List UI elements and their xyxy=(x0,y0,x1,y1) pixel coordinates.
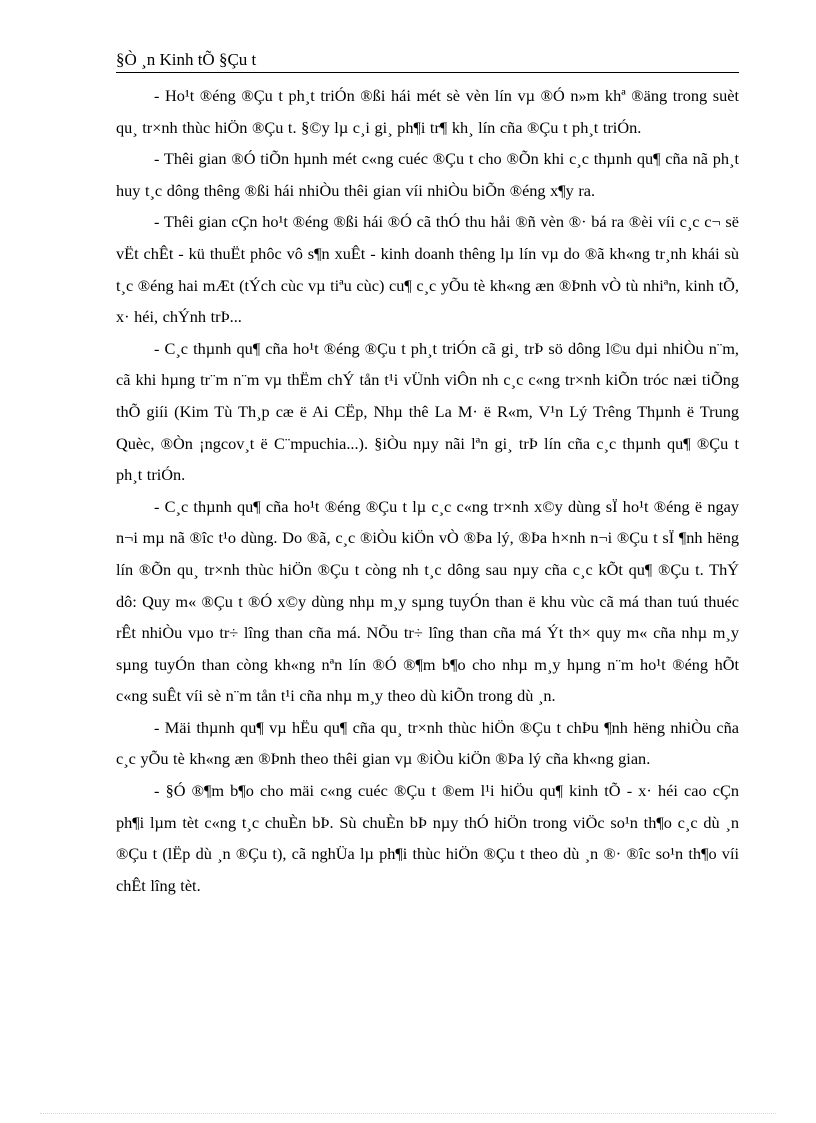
paragraph-unstable-factors: - Mäi thµnh qu¶ vµ hËu qu¶ cña qu¸ tr×nh thùc hiÖn ®Çu t chÞu ¶nh hëng nhiÒu cña c¸c yÕu tè kh«ng æn ®Þnh theo thêi gian vµ ®iÒu kiÖn ®Þa lý cña kh«ng gian. xyxy=(116,717,739,769)
paragraph-capital-immobilized: - Ho¹t ®éng ®Çu t ph¸t triÓn ®ßi hái mét sè vèn lín vµ ®Ó n»m khª ®äng trong suèt qu¸ tr×nh thùc hiÖn ®Çu t. §©y lµ c¸i gi¸ ph¶i tr¶ kh¸ lín cña ®Çu t ph¸t triÓn. xyxy=(116,86,739,137)
paragraph-project-preparation: - §Ó ®¶m b¶o cho mäi c«ng cuéc ®Çu t ®em l¹i hiÖu qu¶ kinh tÕ - x· héi cao cÇn ph¶i lµm tèt c«ng t¸c chuÈn bÞ. Sù chuÈn bÞ nµy thÓ hiÖn trong viÖc so¹n th¶o c¸c dù ¸n ®Çu t (lËp dù ¸n ®Çu t), cã nghÜa lµ ph¶i thùc hiÖn ®Çu t theo dù ¸n ®· ®îc so¹n th¶o víi chÊt lîng tèt. xyxy=(116,781,739,895)
running-header: §Ò ¸n Kinh tÕ §Çu t xyxy=(116,50,257,69)
paragraph-location-dependence: - C¸c thµnh qu¶ cña ho¹t ®éng ®Çu t lµ c¸c c«ng tr×nh x©y dùng sÏ ho¹t ®éng ë ngay n¬i mµ nã ®îc t¹o dùng. Do ®ã, c¸c ®iÒu kiÖn vÒ ®Þa lý, ®Þa h×nh n¬i ®Çu t sÏ ¶nh hëng lín ®Õn qu¸ tr×nh thùc hiÖn ®Çu t còng nh t¸c dông sau nµy cña c¸c kÕt qu¶ ®Çu t. ThÝ dô: Quy m« ®Çu t ®Ó x©y dùng nhµ m¸y sµng tuyÓn than ë khu vùc cã má than tuú thuéc rÊt nhiÒu vµo tr÷ lîng than cña má. NÕu tr÷ lîng than cña má Ýt th× quy m« cña nhµ m¸y sµng tuyÓn than còng kh«ng nªn lín ®Ó ®¶m b¶o cho nhµ m¸y hµng n¨m ho¹t ®éng hÕt c«ng suÊt víi sè n¨m tån t¹i cña nhµ m¸y theo dù kiÕn trong dù ¸n. xyxy=(116,496,739,706)
body-text xyxy=(116,80,739,901)
header-rule xyxy=(116,72,739,73)
paragraph-long-term-value: - C¸c thµnh qu¶ cña ho¹t ®éng ®Çu t ph¸t triÓn cã gi¸ trÞ sö dông l©u dµi nhiÒu n¨m, cã khi hµng tr¨m n¨m vµ thËm chÝ tån t¹i vÜnh viÔn nh c¸c c«ng tr×nh kiÕn tróc næi tiÕng thÕ giíi (Kim Tù Th¸p cæ ë Ai CËp, Nhµ thê La M· ë R«m, V¹n Lý Trêng Thµnh ë Trung Quèc, ®Òn ¡ngcov¸t ë C¨mpuchia...). §iÒu nµy nãi lªn gi¸ trÞ lín cña c¸c thµnh qu¶ ®Çu t ph¸t triÓn. xyxy=(116,338,739,485)
paragraph-payback-period: - Thêi gian cÇn ho¹t ®éng ®ßi hái ®Ó cã thÓ thu håi ®ñ vèn ®· bá ra ®èi víi c¸c c¬ së vËt chÊt - kü thuËt phôc vô s¶n xuÊt - kinh doanh thêng lµ lín vµ do ®ã kh«ng tr¸nh khái sù t¸c ®éng hai mÆt (tÝch cùc vµ tiªu cùc) cu¶ c¸c yÕu tè kh«ng æn ®Þnh vÒ tù nhiªn, kinh tÕ, x· héi, chÝnh trÞ... xyxy=(116,212,739,327)
paragraph-implementation-time: - Thêi gian ®Ó tiÕn hµnh mét c«ng cuéc ®Çu t cho ®Õn khi c¸c thµnh qu¶ cña nã ph¸t huy t¸c dông thêng ®ßi hái nhiÒu thêi gian víi nhiÒu biÕn ®éng x¶y ra. xyxy=(116,149,739,200)
page-bottom-rule xyxy=(40,1113,776,1114)
